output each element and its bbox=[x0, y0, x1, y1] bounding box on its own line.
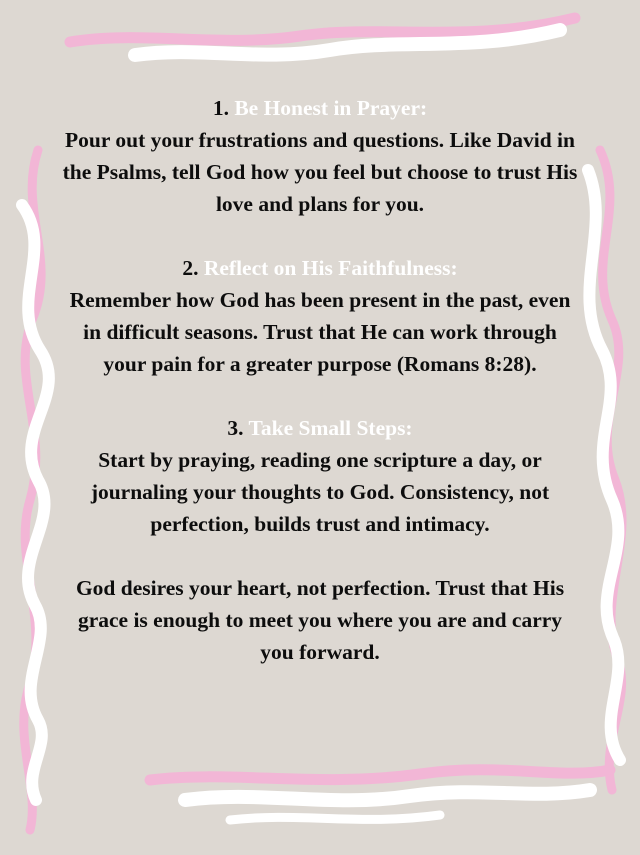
text-panel bbox=[60, 92, 580, 668]
section-2-title: Reflect on His Faithfulness: bbox=[203, 256, 458, 280]
section-3 bbox=[60, 412, 580, 540]
closing-paragraph: God desires your heart, not perfection. Trust that His grace is enough to meet you where you are and carry you forward. bbox=[75, 576, 565, 664]
pink-stroke-bottom bbox=[150, 770, 610, 780]
section-3-title: Take Small Steps: bbox=[248, 416, 413, 440]
section-2-number: 2. bbox=[182, 256, 199, 280]
section-1-title: Be Honest in Prayer: bbox=[234, 96, 428, 120]
white-stroke-bottom-2 bbox=[230, 815, 440, 820]
section-3-heading bbox=[60, 412, 580, 444]
section-2-body: Remember how God has been present in the past, even in difficult seasons. Trust that He can work through your pain for a greater purpose (Romans 8:28). bbox=[69, 288, 571, 376]
section-3-number: 3. bbox=[227, 416, 244, 440]
section-1-number: 1. bbox=[212, 96, 229, 120]
white-stroke-bottom bbox=[185, 790, 590, 800]
section-2-heading bbox=[60, 252, 580, 284]
section-1 bbox=[60, 92, 580, 220]
section-1-body: Pour out your frustrations and questions. Like David in the Psalms, tell God how you feel but choose to trust His love and plans for you. bbox=[62, 128, 578, 216]
section-1-heading bbox=[60, 92, 580, 124]
section-2 bbox=[60, 252, 580, 380]
section-3-body: Start by praying, reading one scripture a day, or journaling your thoughts to God. Consistency, not perfection, builds trust and intimacy. bbox=[90, 448, 550, 536]
